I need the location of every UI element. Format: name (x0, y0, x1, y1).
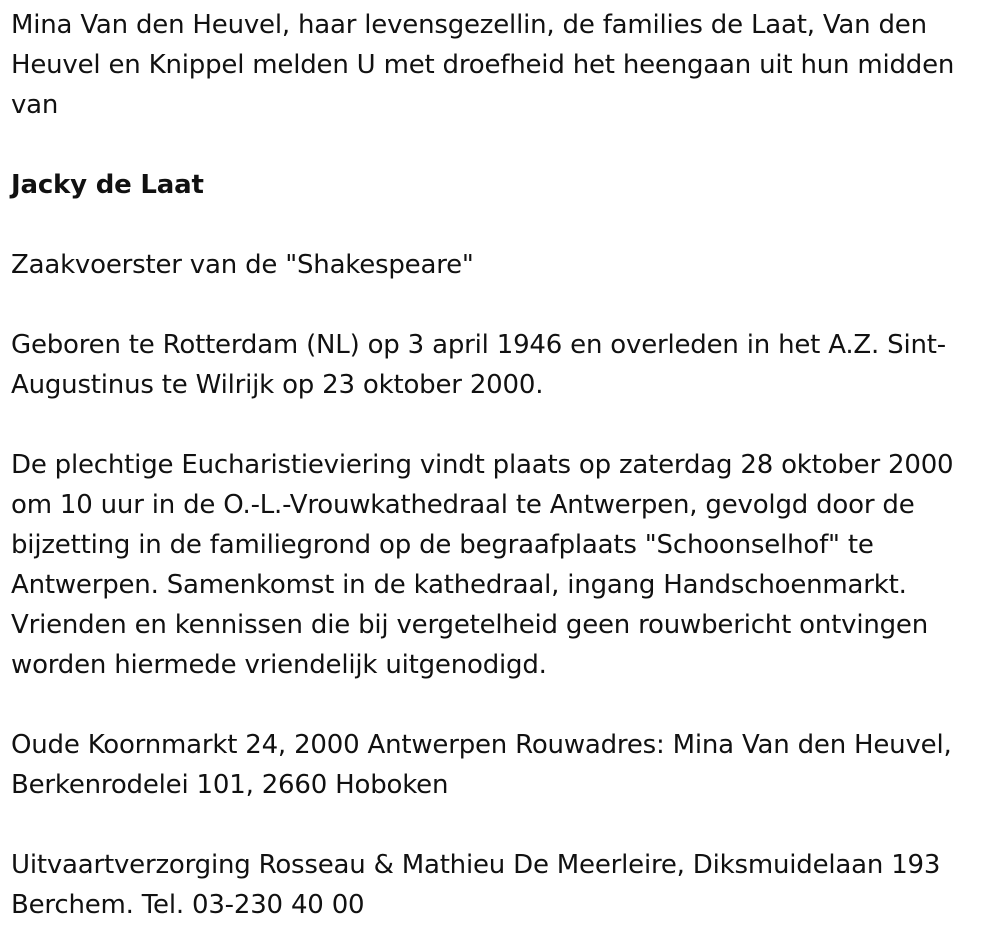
deceased-name: Jacky de Laat (11, 170, 204, 200)
obituary-notice (11, 5, 995, 925)
birth-death-paragraph: Geboren te Rotterdam (NL) op 3 april 1946 en overleden in het A.Z. Sint-Augustinus te Wilrijk op 23 oktober 2000. (11, 330, 946, 400)
intro-paragraph: Mina Van den Heuvel, haar levensgezellin, de families de Laat, Van den Heuvel en Knippel melden U met droefheid het heengaan uit hun midden van (11, 10, 955, 120)
address-paragraph: Oude Koornmarkt 24, 2000 Antwerpen Rouwadres: Mina Van den Heuvel, Berkenrodelei 101, 2660 Hoboken (11, 730, 952, 800)
ceremony-paragraph: De plechtige Eucharistieviering vindt plaats op zaterdag 28 oktober 2000 om 10 uur in de O.-L.-Vrouwkathedraal te Antwerpen, gevolgd door de bijzetting in de familiegrond op de begraafplaats "Schoonselhof" te Antwerpen. Samenkomst in de kathedraal, ingang Handschoenmarkt. Vrienden en kennissen die bij vergetelheid geen rouwbericht ontvingen worden hiermede vriendelijk uitgenodigd. (11, 450, 954, 680)
occupation-line: Zaakvoerster van de "Shakespeare" (11, 250, 474, 280)
funeral-home-paragraph: Uitvaartverzorging Rosseau & Mathieu De Meerleire, Diksmuidelaan 193 Berchem. Tel. 03-230 40 00 (11, 850, 941, 920)
